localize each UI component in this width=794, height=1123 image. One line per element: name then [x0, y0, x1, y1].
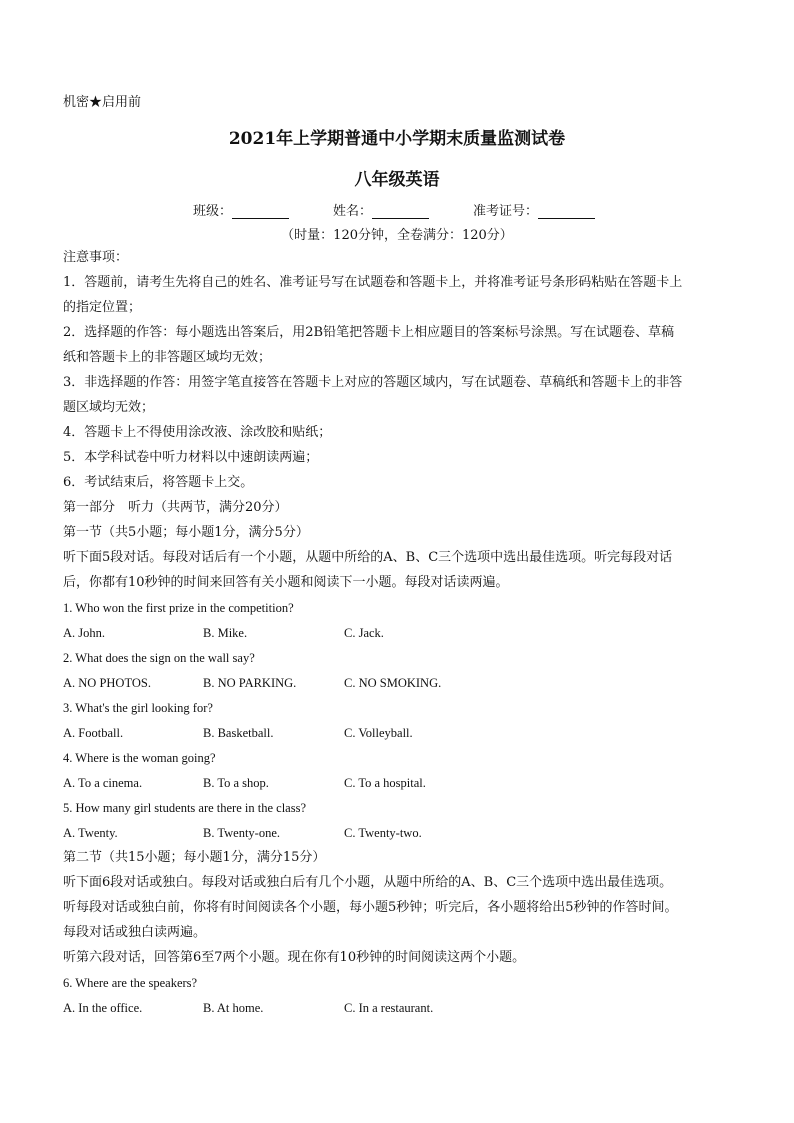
note-line: 3．非选择题的作答：用签字笔直接答在答题卡上对应的答题区域内，写在试题卷、草稿纸和答题卡上的非答	[63, 375, 683, 390]
section2-instruction: 听每段对话或独白前，你将有时间阅读各个小题，每小题5秒钟；听完后，各小题将给出5秒钟的作答时间。	[63, 900, 678, 915]
name-label: 姓名：	[333, 204, 373, 219]
option-b[interactable]: B. Basketball.	[203, 726, 274, 740]
question-5: 5. How many girl students are there in the class?	[63, 801, 306, 815]
exam-number-blank[interactable]	[538, 204, 595, 219]
section1-heading: 第一节（共5小题；每小题1分，满分5分）	[63, 525, 309, 540]
option-b[interactable]: B. To a shop.	[203, 776, 269, 790]
option-c[interactable]: C. Twenty-two.	[344, 826, 422, 840]
class-blank[interactable]	[232, 204, 289, 219]
question-2-options	[63, 674, 743, 699]
option-c[interactable]: C. In a restaurant.	[344, 1001, 434, 1015]
exam-title: 2021年上学期普通中小学期末质量监测试卷	[228, 129, 566, 149]
note-line: 4．答题卡上不得使用涂改液、涂改胶和贴纸；	[63, 425, 332, 440]
question-5-options	[63, 824, 743, 849]
question-3: 3. What's the girl looking for?	[63, 701, 213, 715]
note-line: 5．本学科试卷中听力材料以中速朗读两遍；	[63, 450, 319, 465]
question-6-options	[63, 999, 743, 1024]
option-a[interactable]: A. Twenty.	[63, 826, 118, 840]
note-line: 1．答题前，请考生先将自己的姓名、准考证号写在试题卷和答题卡上，并将准考证号条形码粘贴在答题卡上	[63, 275, 683, 290]
class-field[interactable]	[193, 200, 289, 219]
name-blank[interactable]	[372, 204, 429, 219]
question-1: 1. Who won the first prize in the competition?	[63, 601, 294, 615]
option-a[interactable]: A. Football.	[63, 726, 124, 740]
option-a[interactable]: A. To a cinema.	[63, 776, 143, 790]
section1-instruction: 听下面5段对话。每段对话后有一个小题，从题中所给的A、B、C三个选项中选出最佳选项。听完每段对话	[63, 550, 673, 565]
note-line: 2．选择题的作答：每小题选出答案后，用2B铅笔把答题卡上相应题目的答案标号涂黑。写在试题卷、草稿	[63, 325, 675, 340]
question-3-options	[63, 724, 743, 749]
dialogue6-instruction: 听第六段对话，回答第6至7两个小题。现在你有10秒钟的时间阅读这两个小题。	[63, 950, 526, 965]
time-note: （时量：120分钟，全卷满分：120分）	[281, 228, 513, 243]
note-line: 6．考试结束后，将答题卡上交。	[63, 475, 254, 490]
note-line: 纸和答题卡上的非答题区域均无效；	[63, 350, 272, 365]
notes-heading: 注意事项：	[63, 250, 129, 265]
option-c[interactable]: C. NO SMOKING.	[344, 676, 442, 690]
question-2: 2. What does the sign on the wall say?	[63, 651, 255, 665]
section2-instruction: 听下面6段对话或独白。每段对话或独白后有几个小题，从题中所给的A、B、C三个选项中选出最佳选项。	[63, 875, 673, 890]
question-4: 4. Where is the woman going?	[63, 751, 216, 765]
section2-heading: 第二节（共15小题；每小题1分，满分15分）	[63, 850, 326, 865]
question-6: 6. Where are the speakers?	[63, 976, 198, 990]
option-c[interactable]: C. Volleyball.	[344, 726, 413, 740]
option-b[interactable]: B. Mike.	[203, 626, 248, 640]
exam-number-field[interactable]	[473, 200, 595, 219]
secret-label: 机密★启用前	[63, 95, 142, 110]
note-line: 题区域均无效；	[63, 400, 155, 415]
question-4-options	[63, 774, 743, 799]
option-b[interactable]: B. NO PARKING.	[203, 676, 297, 690]
section1-instruction: 后，你都有10秒钟的时间来回答有关小题和阅读下一小题。每段对话读两遍。	[63, 575, 509, 590]
name-field[interactable]	[333, 200, 429, 219]
question-1-options	[63, 624, 743, 649]
note-line: 的指定位置；	[63, 300, 142, 315]
exam-subtitle: 八年级英语	[354, 170, 440, 190]
part1-heading: 第一部分 听力（共两节，满分20分）	[63, 500, 288, 515]
exam-body	[63, 249, 743, 1024]
option-c[interactable]: C. To a hospital.	[344, 776, 426, 790]
option-b[interactable]: B. Twenty-one.	[203, 826, 281, 840]
exam-number-label: 准考证号：	[473, 204, 539, 219]
option-a[interactable]: A. John.	[63, 626, 106, 640]
section2-instruction: 每段对话或独白读两遍。	[63, 925, 207, 940]
option-c[interactable]: C. Jack.	[344, 626, 384, 640]
option-a[interactable]: A. NO PHOTOS.	[63, 676, 151, 690]
option-b[interactable]: B. At home.	[203, 1001, 264, 1015]
option-a[interactable]: A. In the office.	[63, 1001, 143, 1015]
class-label: 班级：	[193, 204, 233, 219]
